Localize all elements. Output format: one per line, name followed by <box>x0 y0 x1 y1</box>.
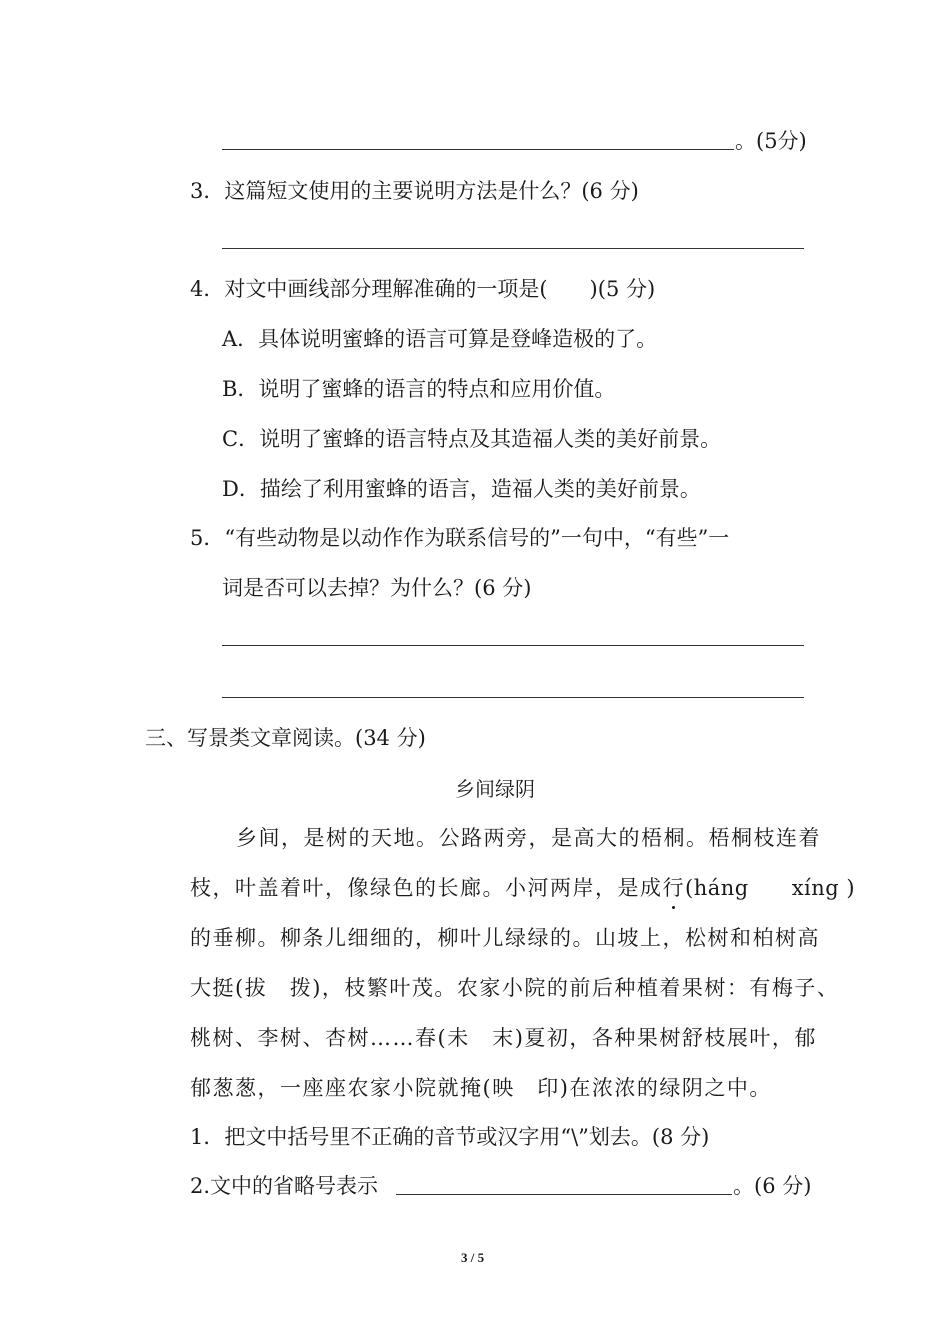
s3-question-2-suffix: 。(6 分) <box>733 1174 812 1198</box>
passage-line-1: 乡间，是树的天地。公路两旁，是高大的梧桐。梧桐枝连着 <box>236 826 821 850</box>
section-3-heading: 三、写景类文章阅读。(34 分) <box>145 726 426 750</box>
passage-line-3: 的垂柳。柳条儿细细的，柳叶儿绿绿的。山坡上，松树和柏树高 <box>190 926 820 950</box>
q4-option-d[interactable]: D．描绘了利用蜜蜂的语言，造福人类的美好前景。 <box>222 477 701 501</box>
q4-option-c[interactable]: C．说明了蜜蜂的语言特点及其造福人类的美好前景。 <box>222 427 722 451</box>
q4-option-a[interactable]: A．具体说明蜜蜂的语言可算是登峰造极的了。 <box>222 327 658 351</box>
passage-line-4: 大挺(拔 拨)，枝繁叶茂。农家小院的前后种植着果树：有梅子、 <box>190 976 840 1000</box>
passage-line-6: 郁葱葱，一座座农家小院就掩(映 印)在浓浓的绿阴之中。 <box>190 1076 772 1100</box>
q2-score: 。(5分) <box>735 129 807 153</box>
q2-answer-line[interactable] <box>222 149 734 150</box>
question-5-line1: 5．“有些动物是以动作作为联系信号的”一句中，“有些”一 <box>190 526 730 550</box>
question-3: 3．这篇短文使用的主要说明方法是什么？(6 分) <box>190 179 639 203</box>
q5-answer-line-1[interactable] <box>222 645 804 646</box>
question-5-line2: 词是否可以去掉？为什么？(6 分) <box>222 576 532 600</box>
q3-answer-line[interactable] <box>222 248 804 249</box>
pinyin-choice: (háng xíng ) <box>685 876 856 900</box>
emphasis-dot-char: 行 <box>663 873 686 903</box>
page-number: 3 / 5 <box>461 1250 485 1265</box>
q4-option-b[interactable]: B．说明了蜜蜂的语言的特点和应用价值。 <box>222 377 616 401</box>
passage-title: 乡间绿阴 <box>455 777 535 801</box>
passage-line-5: 桃树、李树、杏树……春(未 末)夏初，各种果树舒枝展叶，郁 <box>190 1026 817 1050</box>
s3-question-2-prefix: 2.文中的省略号表示 <box>190 1174 379 1198</box>
question-4: 4．对文中画线部分理解准确的一项是( )(5 分) <box>190 277 656 301</box>
s3-question-1: 1．把文中括号里不正确的音节或汉字用“\”划去。(8 分) <box>190 1125 710 1149</box>
s3q2-answer-line[interactable] <box>396 1194 732 1195</box>
q5-answer-line-2[interactable] <box>222 697 804 698</box>
passage-line-2-before: 枝，叶盖着叶，像绿色的长廊。小河两岸，是成 <box>190 876 663 900</box>
passage-line-2 <box>190 873 855 903</box>
